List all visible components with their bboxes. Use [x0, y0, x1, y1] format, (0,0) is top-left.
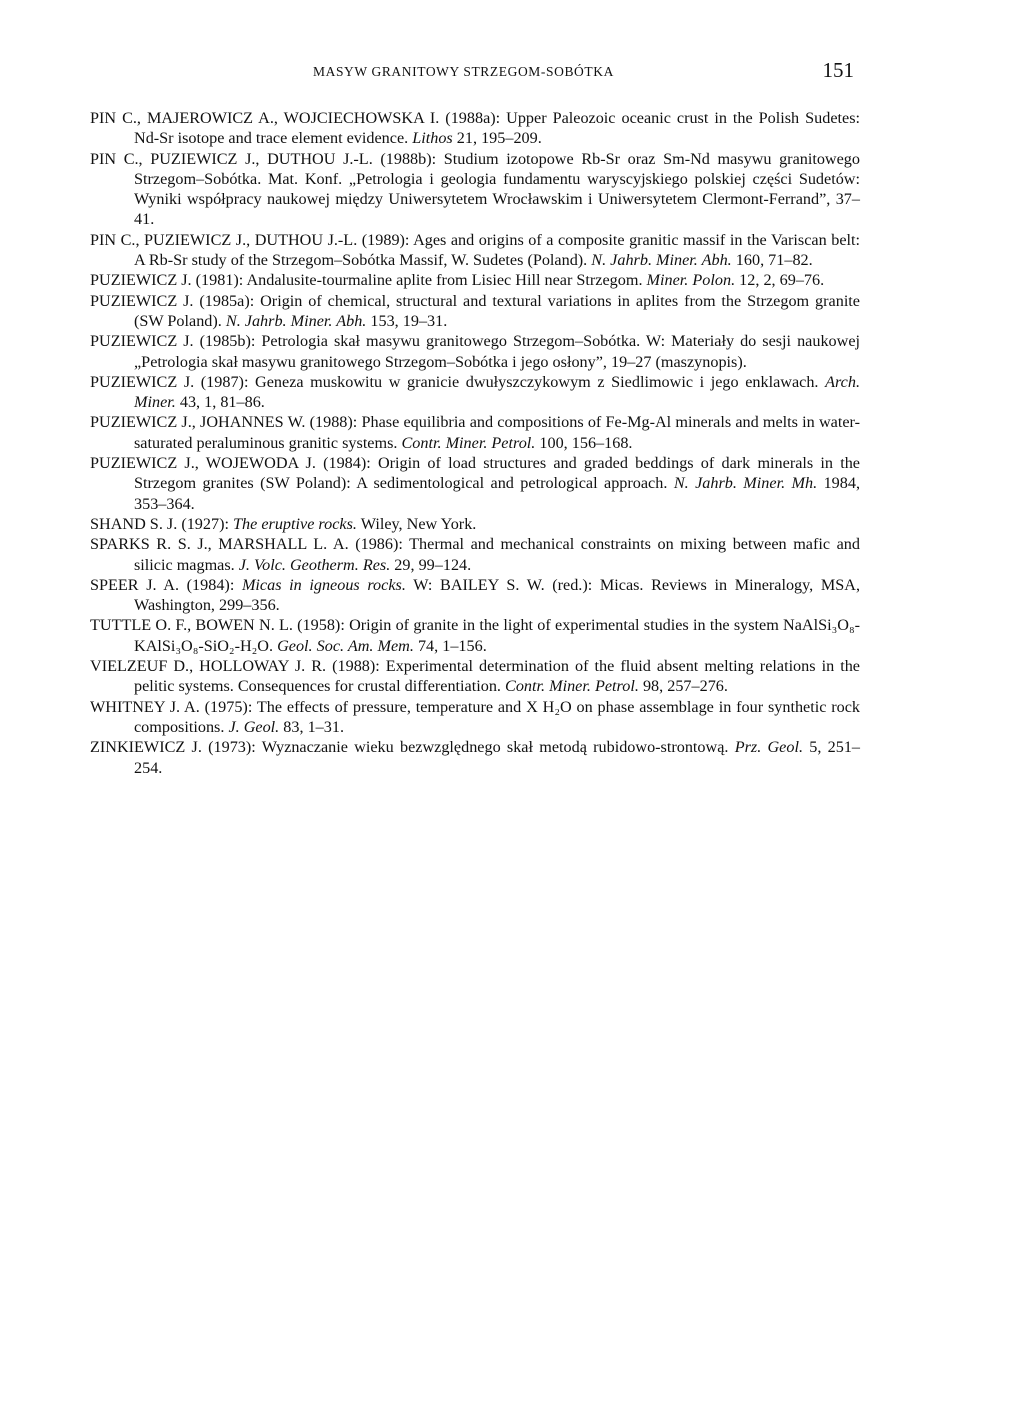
reference-authors: PUZIEWICZ J.	[90, 332, 194, 351]
reference-entry	[90, 331, 860, 372]
reference-authors: ZINKIEWICZ J.	[90, 738, 202, 757]
reference-journal: N. Jahrb. Miner. Mh.	[673, 474, 818, 493]
reference-text: (1988a): Upper Paleozoic oceanic crust in the Polish Sudetes: Nd-Sr isotope and trace element evidence.	[134, 109, 860, 148]
reference-journal: Geol. Soc. Am. Mem.	[277, 636, 414, 655]
reference-journal: J. Geol.	[228, 717, 280, 736]
reference-journal: N. Jahrb. Miner. Abh.	[591, 251, 732, 270]
reference-entry	[90, 656, 860, 697]
reference-citation: Wiley, New York.	[356, 514, 477, 533]
reference-journal: Contr. Miner. Petrol.	[505, 677, 639, 696]
reference-text: (1958): Origin of granite in the light of experimental studies in the system NaAlSi₃O₈-KAlSi₃O₈-SiO₂-H₂O.	[134, 616, 860, 655]
reference-entry	[90, 534, 860, 575]
reference-authors: VIELZEUF D., HOLLOWAY J. R.	[90, 657, 327, 676]
reference-text: (1988): Phase equilibria and compositions of Fe-Mg-Al minerals and melts in water-saturated peraluminous granitic systems.	[134, 413, 860, 452]
reference-text: (1985b): Petrologia skał masywu granitowego Strzegom–Sobótka. W: Materiały do sesji naukowej „Petrologia skał masywu granitowego Strzegom–Sobótka i jego osłony”, 19–27 (maszynopis).	[134, 332, 861, 371]
reference-citation: 12, 2, 69–76.	[735, 271, 825, 290]
reference-journal: Arch. Miner.	[134, 372, 860, 412]
reference-authors: SHAND S. J.	[90, 514, 178, 533]
reference-authors: PUZIEWICZ J.	[90, 271, 192, 290]
reference-citation: 160, 71–82.	[731, 251, 813, 270]
reference-citation: 5, 251–254.	[134, 738, 861, 777]
reference-journal: Lithos	[412, 129, 453, 148]
reference-citation: 83, 1–31.	[279, 717, 344, 736]
reference-authors: PUZIEWICZ J.	[90, 372, 195, 391]
reference-text: (1927):	[177, 514, 234, 533]
reference-entry	[90, 412, 860, 453]
reference-text: (1984):	[179, 575, 242, 594]
reference-entry	[90, 453, 860, 514]
reference-text: (1975): The effects of pressure, temperature and X H₂O on phase assemblage in four synthetic rock compositions.	[134, 697, 861, 736]
reference-text: (1984): Origin of load structures and graded beddings of dark minerals in the Strzegom granites (SW Poland): A sedimentological and petrological approach.	[134, 454, 860, 493]
reference-entry	[90, 737, 860, 778]
running-title: MASYW GRANITOWY STRZEGOM-SOBÓTKA	[313, 64, 614, 79]
reference-entry	[90, 372, 860, 413]
reference-journal: Miner. Polon.	[646, 271, 736, 290]
reference-journal: N. Jahrb. Miner. Abh.	[225, 311, 367, 330]
reference-text: (1989): Ages and origins of a composite granitic massif in the Variscan belt: A Rb-Sr study of the Strzegom–Sobótka Massif, W. Sudetes (Poland).	[134, 230, 860, 270]
reference-text: (1988): Experimental determination of the fluid absent melting relations in the pelitic systems. Consequences for crustal differentiation.	[134, 657, 860, 696]
reference-journal: Micas in igneous rocks.	[241, 575, 406, 594]
reference-journal: Contr. Miner. Petrol.	[401, 433, 536, 452]
reference-entry	[90, 514, 860, 534]
reference-list	[90, 108, 860, 778]
reference-authors: TUTTLE O. F., BOWEN N. L.	[90, 616, 293, 635]
reference-text: (1985a): Origin of chemical, structural and textural variations in aplites from the Strzegom granite (SW Poland).	[134, 291, 860, 330]
reference-authors: SPARKS R. S. J., MARSHALL L. A.	[90, 535, 349, 554]
reference-authors: PIN C., PUZIEWICZ J., DUTHOU J.-L.	[90, 149, 373, 168]
reference-journal: Prz. Geol.	[734, 738, 803, 757]
reference-journal: J. Volc. Geotherm. Res.	[238, 555, 391, 574]
reference-citation: 153, 19–31.	[366, 311, 448, 330]
reference-authors: PUZIEWICZ J., JOHANNES W.	[90, 413, 306, 432]
reference-authors: PIN C., PUZIEWICZ J., DUTHOU J.-L.	[90, 230, 358, 249]
reference-entry	[90, 108, 860, 149]
reference-citation: 1984, 353–364.	[134, 474, 860, 513]
reference-journal: The eruptive rocks.	[233, 514, 357, 533]
reference-citation: W: BAILEY S. W. (red.): Micas. Reviews in Mineralogy, MSA, Washington, 299–356.	[134, 575, 860, 615]
reference-citation: 98, 257–276.	[638, 677, 728, 696]
reference-citation: 100, 156–168.	[535, 433, 633, 452]
reference-text: (1981): Andalusite-tourmaline aplite from Lisiec Hill near Strzegom.	[191, 271, 647, 290]
reference-entry	[90, 149, 860, 230]
running-head	[0, 58, 1024, 88]
reference-citation: 29, 99–124.	[390, 555, 472, 574]
reference-authors: SPEER J. A.	[90, 575, 180, 594]
reference-entry	[90, 270, 860, 290]
reference-citation: 74, 1–156.	[413, 636, 487, 655]
reference-text: (1986): Thermal and mechanical constraints on mixing between mafic and silicic magmas.	[134, 535, 860, 574]
reference-entry	[90, 291, 860, 332]
reference-citation: 21, 195–209.	[452, 129, 542, 148]
reference-text: (1988b): Studium izotopowe Rb-Sr oraz Sm-Nd masywu granitowego Strzegom–Sobótka. Mat. Konf. „Petrologia i geologia fundamentu waryscyjskiego polskiej części Sudetów: Wyniki współpracy naukowej między Uniwersytetem Wrocławskim i Uniwersytetem Clermont-Ferrand”, 37–41.	[134, 149, 860, 229]
reference-text: (1987): Geneza muskowitu w granicie dwułyszczykowym z Siedlimowic i jego enklawach.	[194, 372, 826, 391]
reference-authors: PUZIEWICZ J., WOJEWODA J.	[90, 454, 316, 473]
reference-entry	[90, 697, 860, 738]
reference-entry	[90, 575, 860, 616]
reference-authors: PUZIEWICZ J.	[90, 291, 194, 310]
reference-authors: PIN C., MAJEROWICZ A., WOJCIECHOWSKA I.	[90, 109, 440, 127]
page-number: 151	[822, 58, 854, 82]
reference-citation: 43, 1, 81–86.	[175, 393, 265, 412]
reference-entry	[90, 230, 860, 271]
reference-authors: WHITNEY J. A.	[90, 697, 200, 716]
reference-entry	[90, 615, 860, 656]
reference-text: (1973): Wyznaczanie wieku bezwzględnego skał metodą rubidowo-strontową.	[201, 738, 735, 757]
